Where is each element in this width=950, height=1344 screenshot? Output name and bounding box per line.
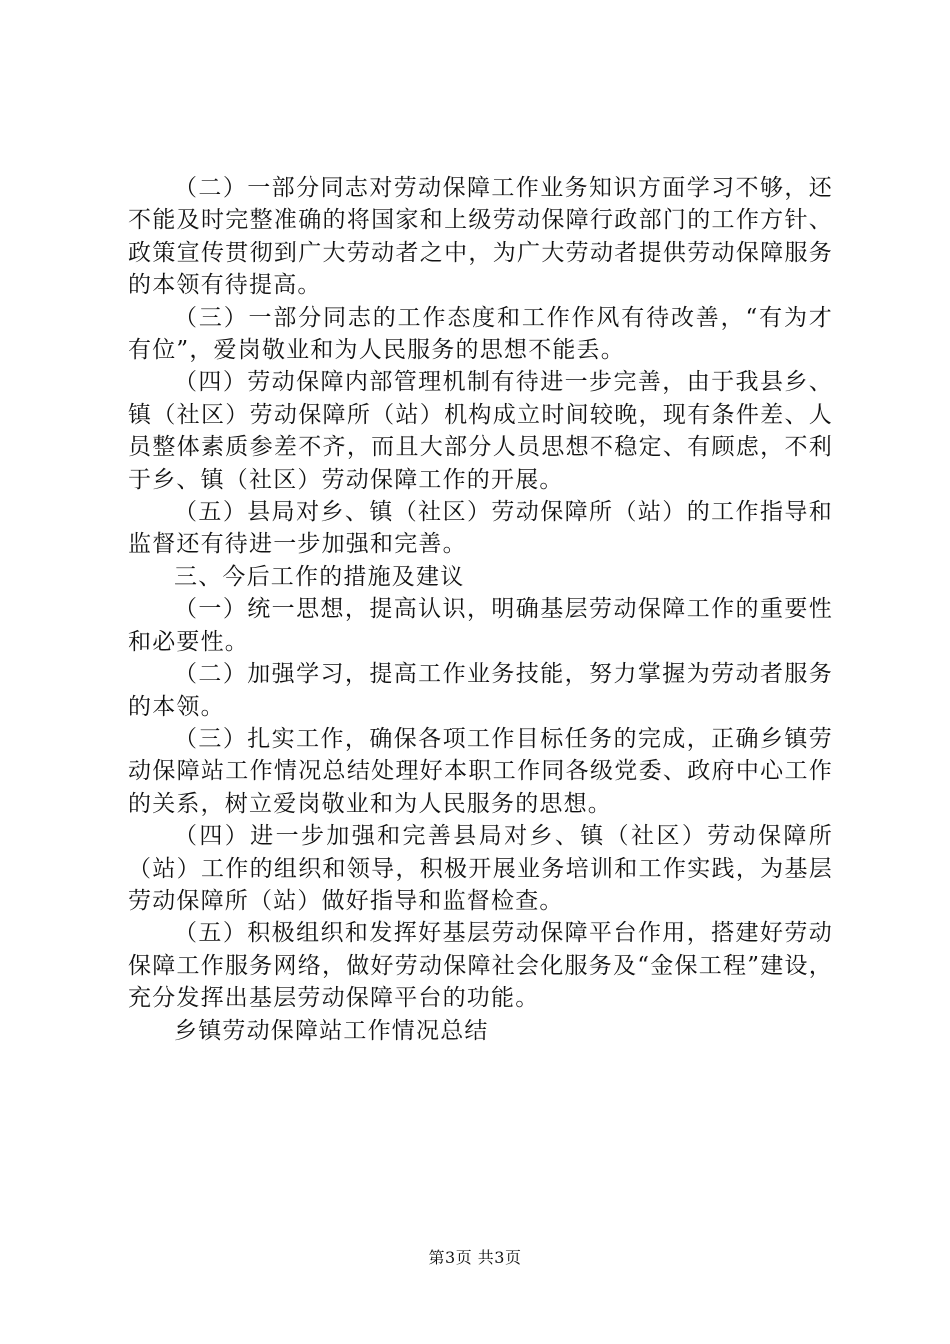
paragraph-deficiency-3: （三）一部分同志的工作态度和工作作风有待改善，“有为才有位”，爱岗敬业和为人民服务的思想不能丢。 xyxy=(128,304,833,364)
paragraph-measure-5: （五）积极组织和发挥好基层劳动保障平台作用，搭建好劳动保障工作服务网络，做好劳动保障社会化服务及“金保工程”建设，充分发挥出基层劳动保障平台的功能。 xyxy=(128,920,833,1012)
section-heading-measures: 三、今后工作的措施及建议 xyxy=(174,563,465,590)
paragraph-deficiency-5: （五）县局对乡、镇（社区）劳动保障所（站）的工作指导和监督还有待进一步加强和完善。 xyxy=(128,499,833,558)
page-number-footer: 第3页 共3页 xyxy=(428,1248,522,1267)
paragraph-measure-2: （二）加强学习，提高工作业务技能，努力掌握为劳动者服务的本领。 xyxy=(128,661,833,720)
paragraph-deficiency-2: （二）一部分同志对劳动保障工作业务知识方面学习不够，还不能及时完整准确的将国家和上级劳动保障行政部门的工作方针、政策宣传贯彻到广大劳动者之中，为广大劳动者提供劳动保障服务的本领有待提高。 xyxy=(128,175,833,299)
paragraph-measure-3: （三）扎实工作，确保各项工作目标任务的完成，正确乡镇劳动保障站工作情况总结处理好本职工作同各级党委、政府中心工作的关系，树立爱岗敬业和为人民服务的思想。 xyxy=(128,725,833,817)
document-body xyxy=(128,172,833,1047)
paragraph-measure-4: （四）进一步加强和完善县局对乡、镇（社区）劳动保障所（站）工作的组织和领导，积极开展业务培训和工作实践，为基层劳动保障所（站）做好指导和监督检查。 xyxy=(128,823,833,914)
paragraph-deficiency-4: （四）劳动保障内部管理机制有待进一步完善，由于我县乡、镇（社区）劳动保障所（站）机构成立时间较晚，现有条件差、人员整体素质参差不齐，而且大部分人员思想不稳定、有顾虑，不利于乡、镇（社区）劳动保障工作的开展。 xyxy=(128,369,833,493)
closing-title: 乡镇劳动保障站工作情况总结 xyxy=(174,1017,489,1044)
paragraph-measure-1: （一）统一思想，提高认识，明确基层劳动保障工作的重要性和必要性。 xyxy=(128,596,833,655)
